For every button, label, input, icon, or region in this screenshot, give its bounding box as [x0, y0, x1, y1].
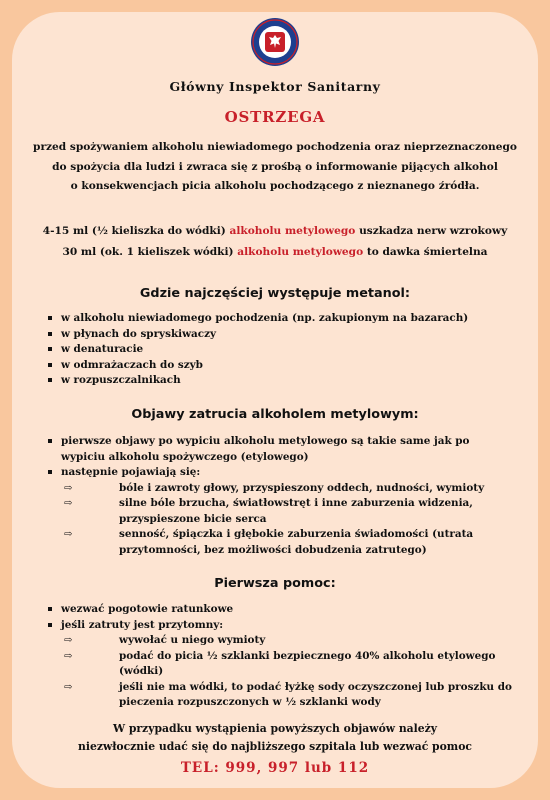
list-item-label: następnie pojawiają się: [61, 466, 201, 478]
warning-heading: OSTRZEGA [224, 108, 326, 126]
symptoms-sublist [61, 481, 517, 559]
list-item: w płynach do spryskiwaczy [47, 327, 517, 343]
arrow-right-icon: ⇨ [64, 681, 73, 693]
symptoms-list [47, 434, 517, 558]
dose-fact [30, 242, 520, 263]
fact-text: 4-15 ml (½ kieliszka do wódki) [42, 225, 230, 237]
sub-list-item [61, 481, 517, 497]
footer-line: niezwłocznie udać się do najbliższego szpitala lub wezwać pomoc [78, 740, 472, 753]
sub-item-text: jeśli nie ma wódki, to podać łyżkę sody oczyszczonej lub proszku do pieczenia rozpuszczonych w ½ szklanki wody [119, 680, 512, 708]
dose-fact [30, 221, 520, 242]
page-title: Główny Inspektor Sanitarny [169, 79, 381, 94]
arrow-right-icon: ⇨ [64, 482, 73, 494]
list-item: w denaturacie [47, 342, 517, 358]
first-aid-heading: Pierwsza pomoc: [214, 576, 336, 591]
emergency-phone: TEL: 999, 997 lub 112 [180, 760, 370, 776]
sub-list-item [61, 680, 517, 711]
sub-item-text: wywołać u niego wymioty [119, 634, 266, 646]
list-item: w alkoholu niewiadomego pochodzenia (np. zakupionym na bazarach) [47, 311, 517, 327]
arrow-right-icon: ⇨ [64, 529, 73, 540]
fact-text: 30 ml (ok. 1 kieliszek wódki) [62, 246, 238, 258]
list-item: pierwsze objawy po wypiciu alkoholu metylowego są takie same jak po wypiciu alkoholu spożywczego (etylowego) [47, 434, 517, 465]
intro-paragraph [30, 138, 520, 197]
sub-list-item [61, 633, 517, 649]
list-item: w odmrażaczach do szyb [47, 358, 517, 374]
arrow-right-icon: ⇨ [64, 650, 73, 662]
sub-list-item [61, 527, 517, 558]
footer-line: W przypadku wystąpienia powyższych objawów należy [112, 722, 438, 735]
list-item-label: jeśli zatruty jest przytomny: [61, 618, 224, 631]
list-item: w rozpuszczalnikach [47, 373, 517, 389]
footer-notice [30, 720, 520, 756]
intro-line: przed spożywaniem alkoholu niewiadomego pochodzenia oraz nieprzeznaczonego [33, 141, 517, 153]
sanitary-inspection-logo [251, 18, 299, 66]
dose-facts [30, 221, 520, 263]
intro-line: do spożycia dla ludzi i zwraca się z prośbą o informowanie pijących alkohol [52, 160, 498, 173]
first-aid-sublist [61, 633, 517, 711]
logo-ring [251, 18, 299, 66]
arrow-right-icon: ⇨ [64, 635, 73, 646]
intro-line: o konsekwencjach picia alkoholu pochodzącego z nieznanego źródła. [70, 180, 480, 192]
list-item [47, 618, 517, 711]
fact-highlight: alkoholu metylowego [237, 246, 364, 258]
sub-item-text: silne bóle brzucha, światłowstręt i inne zaburzenia widzenia, przyspieszone bicie serca [119, 497, 473, 525]
sub-item-text: podać do picia ½ szklanki bezpiecznego 40% alkoholu etylowego (wódki) [119, 649, 496, 677]
list-item [47, 465, 517, 558]
where-list [47, 311, 517, 389]
first-aid-list [47, 602, 517, 711]
sub-list-item [61, 496, 517, 527]
fact-text: uszkadza nerw wzrokowy [355, 225, 508, 237]
arrow-right-icon: ⇨ [64, 498, 73, 509]
sub-item-text: senność, śpiączka i głębokie zaburzenia świadomości (utrata przytomności, bez możliwości dobudzenia zatrutego) [119, 528, 474, 556]
symptoms-heading: Objawy zatrucia alkoholem metylowym: [131, 407, 419, 422]
where-heading: Gdzie najczęściej występuje metanol: [139, 286, 411, 301]
list-item: wezwać pogotowie ratunkowe [47, 602, 517, 618]
fact-highlight: alkoholu metylowego [229, 225, 356, 237]
fact-text: to dawka śmiertelna [363, 246, 488, 258]
sub-list-item [61, 649, 517, 680]
sub-item-text: bóle i zawroty głowy, przyspieszony oddech, nudności, wymioty [119, 481, 485, 494]
